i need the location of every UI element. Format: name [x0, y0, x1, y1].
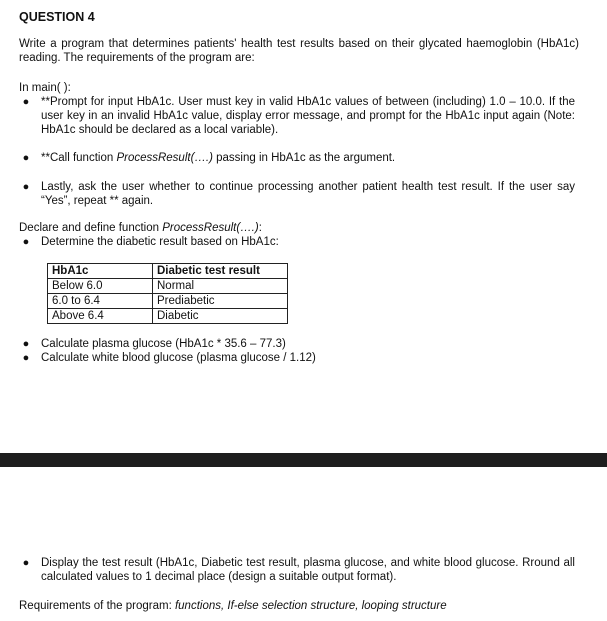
requirements-line: [19, 599, 579, 613]
bullet-dot-icon: ●: [22, 152, 30, 164]
bullet-determine-result: [19, 235, 575, 249]
table-row: [48, 279, 288, 294]
declare-post: :: [258, 222, 262, 234]
bullet-plasma-glucose: [19, 337, 575, 351]
table-row: [48, 309, 288, 324]
declare-heading: [19, 221, 579, 235]
declare-pre: Declare and define function: [19, 222, 163, 234]
table-cell: Above 6.4: [48, 309, 153, 324]
diabetic-result-table: [47, 263, 288, 324]
requirements-label: Requirements of the program:: [19, 600, 175, 612]
bullet-text: Display the test result (HbA1c, Diabetic test result, plasma glucose, and white blood glucose. Rround all calculated values to 1 decimal place (design a suitable output format).: [41, 557, 575, 583]
table-cell: Normal: [153, 279, 288, 294]
call-pre: **Call function: [41, 152, 117, 164]
bullet-dot-icon: ●: [22, 338, 30, 350]
table-row: [48, 294, 288, 309]
bullet-dot-icon: ●: [22, 96, 30, 108]
table-header-hba1c: HbA1c: [48, 264, 153, 279]
call-post: passing in HbA1c as the argument.: [212, 152, 396, 164]
bullet-call-function: [19, 151, 575, 165]
question-title: QUESTION 4: [19, 10, 95, 24]
call-function-name: ProcessResult(….): [116, 152, 213, 164]
bullet-dot-icon: ●: [22, 557, 30, 569]
table-cell: Prediabetic: [153, 294, 288, 309]
bullet-display-result: [19, 556, 575, 584]
page-separator-band: [0, 453, 607, 467]
bullet-text: **Prompt for input HbA1c. User must key in valid HbA1c values of between (including) 1.0 – 10.0. If the user key in an invalid HbA1c value, display error message, and prompt for the HbA1c input again (Note: HbA1c should be declared as a local variable).: [41, 96, 575, 136]
table-cell: Below 6.0: [48, 279, 153, 294]
intro-paragraph: Write a program that determines patients' health test results based on their glycated haemoglobin (HbA1c) reading. The requirements of the program are:: [19, 38, 579, 64]
bullet-text: Determine the diabetic result based on HbA1c:: [41, 236, 279, 248]
bullet-continue-prompt: [19, 180, 575, 208]
bullet-dot-icon: ●: [22, 352, 30, 364]
bullet-text: [41, 151, 575, 165]
bullet-prompt-input: [19, 95, 575, 137]
table-header-row: [48, 264, 288, 279]
bullet-dot-icon: ●: [22, 181, 30, 193]
bullet-white-blood-glucose: [19, 351, 575, 365]
table-header-result: Diabetic test result: [153, 264, 288, 279]
bullet-text: Calculate plasma glucose (HbA1c * 35.6 – 77.3): [41, 338, 286, 350]
main-heading: In main( ):: [19, 82, 71, 94]
bullet-text: Calculate white blood glucose (plasma glucose / 1.12): [41, 352, 316, 364]
table-cell: 6.0 to 6.4: [48, 294, 153, 309]
table-cell: Diabetic: [153, 309, 288, 324]
bullet-text: Lastly, ask the user whether to continue processing another patient health test result. If the user say “Yes”, repeat ** again.: [41, 181, 575, 207]
bullet-dot-icon: ●: [22, 236, 30, 248]
requirements-items: functions, If-else selection structure, looping structure: [174, 600, 447, 612]
declare-function-name: ProcessResult(….): [162, 222, 259, 234]
